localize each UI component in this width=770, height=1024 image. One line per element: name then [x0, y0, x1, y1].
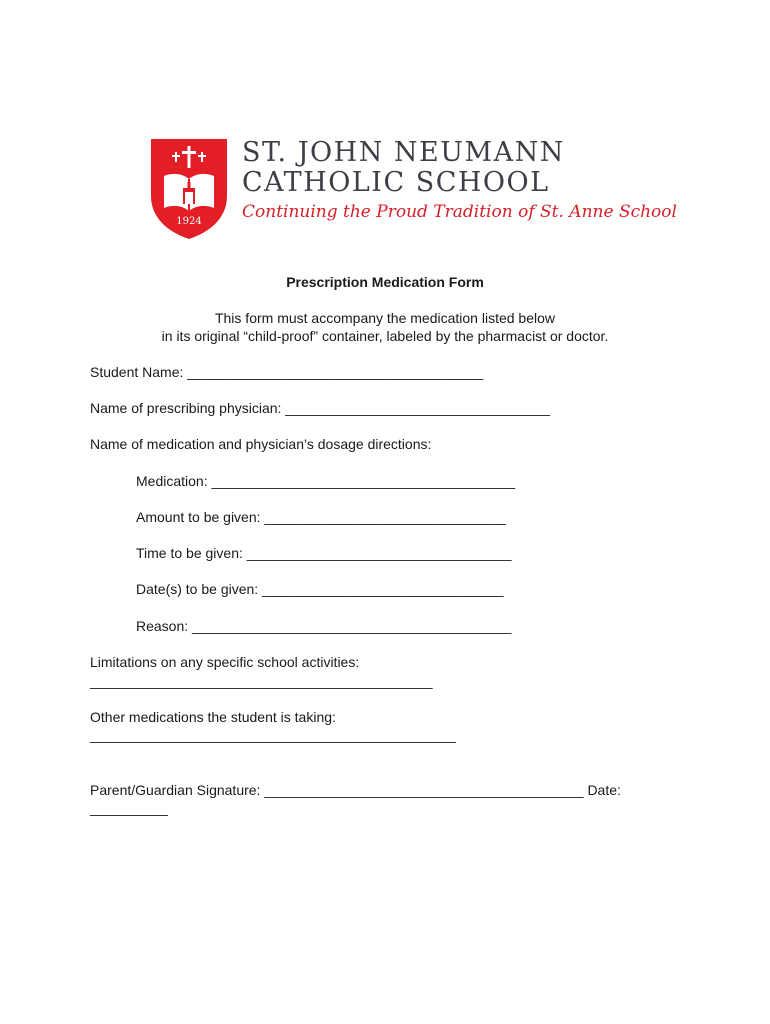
- school-name-line-2: CATHOLIC SCHOOL: [242, 167, 550, 198]
- other-medications-label: Other medications the student is taking:: [90, 709, 336, 725]
- school-name-line-1: ST. JOHN NEUMANN: [242, 137, 565, 168]
- intro-line-1: This form must accompany the medication listed below: [214, 310, 556, 326]
- shield-year: 1924: [176, 216, 202, 227]
- school-tagline: Continuing the Proud Tradition of St. Anne School: [242, 202, 677, 222]
- student-name-field[interactable]: Student Name: ______________________________________: [90, 364, 484, 380]
- time-field[interactable]: Time to be given: __________________________________: [136, 545, 512, 561]
- physician-field[interactable]: Name of prescribing physician: __________________________________: [90, 400, 551, 416]
- reason-field[interactable]: Reason: _________________________________________: [136, 618, 512, 634]
- dosage-heading: Name of medication and physician’s dosage directions:: [90, 436, 432, 452]
- limitations-label: Limitations on any specific school activities:: [90, 654, 360, 670]
- amount-field[interactable]: Amount to be given: _______________________________: [136, 509, 506, 525]
- medication-field[interactable]: Medication: _______________________________________: [136, 473, 516, 489]
- school-crest-icon: [150, 138, 228, 240]
- intro-line-2: in its original “child-proof” container, labeled by the pharmacist or doctor.: [161, 328, 609, 344]
- form-title: Prescription Medication Form: [286, 274, 484, 290]
- school-logo: [150, 137, 677, 242]
- signature-field[interactable]: Parent/Guardian Signature: _________________________________________ Date:: [90, 782, 621, 798]
- limitations-field[interactable]: ____________________________________________: [90, 673, 433, 689]
- dates-field[interactable]: Date(s) to be given: _______________________________: [136, 581, 504, 597]
- date-field[interactable]: __________: [90, 800, 168, 816]
- other-medications-field[interactable]: _______________________________________________: [90, 727, 456, 743]
- form-intro: [0, 309, 770, 345]
